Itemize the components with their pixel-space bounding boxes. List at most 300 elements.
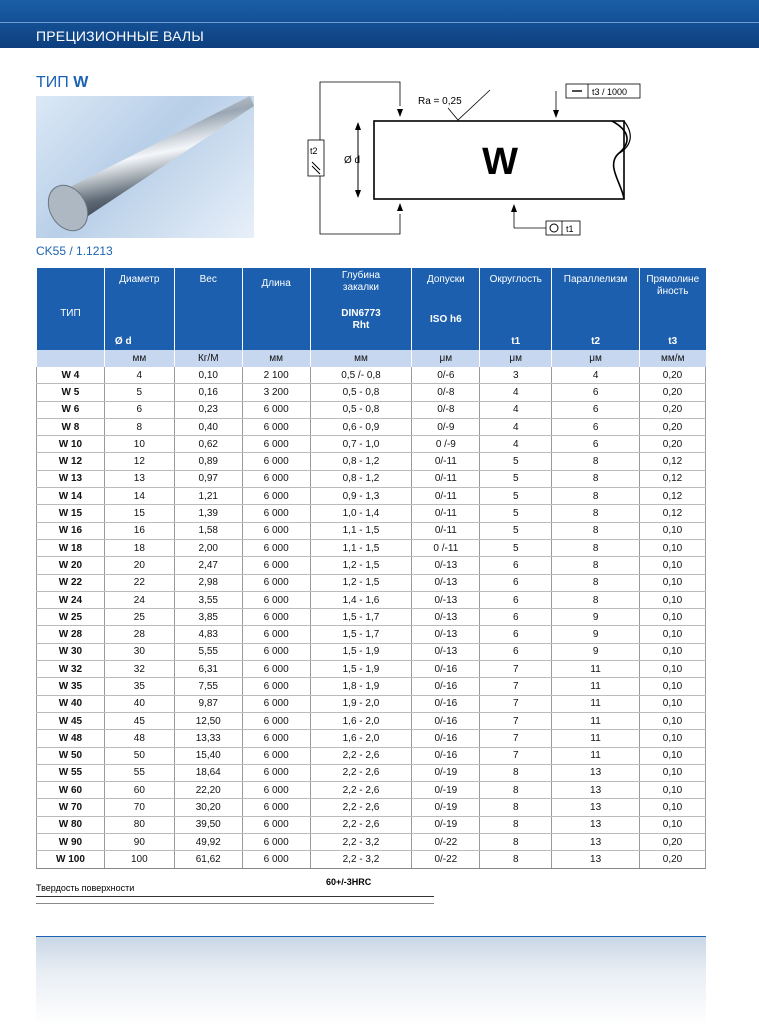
table-cell: 6 000	[242, 522, 310, 539]
table-cell: 5	[480, 470, 552, 487]
table-cell: 6 000	[242, 730, 310, 747]
table-cell: 6	[552, 384, 640, 401]
table-cell: 0,20	[640, 851, 706, 868]
row-type-cell: W 40	[37, 695, 105, 712]
table-row	[37, 505, 706, 522]
table-cell: 1,21	[174, 488, 242, 505]
table-cell: 8	[552, 505, 640, 522]
table-cell: 1,5 - 1,9	[310, 643, 412, 660]
table-cell: 0,40	[174, 418, 242, 435]
parallelism-label: t2	[310, 146, 318, 156]
table-cell: 6	[552, 436, 640, 453]
table-cell: 0,10	[640, 712, 706, 729]
row-type-cell: W 8	[37, 418, 105, 435]
table-cell: 9,87	[174, 695, 242, 712]
table-cell: 0/-19	[412, 782, 480, 799]
tolerance-diagram	[300, 74, 650, 244]
table-row	[37, 470, 706, 487]
table-cell: 6 000	[242, 747, 310, 764]
table-cell: 8	[480, 834, 552, 851]
table-cell: 0,10	[640, 539, 706, 556]
row-type-cell: W 28	[37, 626, 105, 643]
table-cell: 13	[552, 816, 640, 833]
table-cell: 4,83	[174, 626, 242, 643]
table-cell: 3 200	[242, 384, 310, 401]
table-cell: 0/-11	[412, 470, 480, 487]
table-cell: 0,10	[640, 643, 706, 660]
row-type-cell: W 12	[37, 453, 105, 470]
table-cell: 8	[104, 418, 174, 435]
table-cell: 0,10	[640, 816, 706, 833]
table-cell: 30	[104, 643, 174, 660]
col-length: Длина	[242, 268, 310, 350]
table-cell: 4	[480, 384, 552, 401]
table-cell: 0,6 - 0,9	[310, 418, 412, 435]
table-cell: 3,55	[174, 591, 242, 608]
hardness-row	[36, 877, 434, 897]
table-cell: 7	[480, 678, 552, 695]
table-cell: 8	[552, 539, 640, 556]
table-cell: 6 000	[242, 834, 310, 851]
table-cell: 11	[552, 730, 640, 747]
header-divider	[0, 22, 759, 23]
table-cell: 0,23	[174, 401, 242, 418]
table-cell: 5	[480, 505, 552, 522]
table-cell: 0/-16	[412, 661, 480, 678]
roundness-label: t1	[566, 224, 574, 234]
table-cell: 1,6 - 2,0	[310, 712, 412, 729]
table-cell: 50	[104, 747, 174, 764]
table-cell: 0,10	[640, 522, 706, 539]
table-cell: 0/-13	[412, 643, 480, 660]
table-cell: 0,20	[640, 401, 706, 418]
table-cell: 0/-22	[412, 834, 480, 851]
table-cell: 0,10	[640, 626, 706, 643]
table-row	[37, 712, 706, 729]
table-row	[37, 367, 706, 384]
table-cell: 6	[104, 401, 174, 418]
row-type-cell: W 35	[37, 678, 105, 695]
row-type-cell: W 6	[37, 401, 105, 418]
table-row	[37, 522, 706, 539]
table-cell: 13	[552, 799, 640, 816]
table-cell: 10	[104, 436, 174, 453]
table-cell: 22,20	[174, 782, 242, 799]
table-cell: 7	[480, 695, 552, 712]
table-cell: 6 000	[242, 816, 310, 833]
unit-cell: Кг/М	[174, 350, 242, 367]
table-cell: 0/-16	[412, 730, 480, 747]
table-cell: 5	[480, 488, 552, 505]
diameter-label: Ø d	[344, 155, 361, 166]
table-cell: 6	[480, 557, 552, 574]
table-cell: 6 000	[242, 712, 310, 729]
table-cell: 4	[552, 367, 640, 384]
table-cell: 8	[552, 453, 640, 470]
hardness-label: Твердость поверхности	[36, 883, 135, 893]
table-row	[37, 747, 706, 764]
table-cell: 12,50	[174, 712, 242, 729]
row-type-cell: W 60	[37, 782, 105, 799]
row-type-cell: W 16	[37, 522, 105, 539]
table-cell: 0/-13	[412, 626, 480, 643]
unit-cell: мм/м	[640, 350, 706, 367]
table-cell: 0/-8	[412, 384, 480, 401]
table-cell: 0,20	[640, 367, 706, 384]
table-cell: 0,10	[640, 678, 706, 695]
table-row	[37, 643, 706, 660]
table-cell: 0,10	[640, 764, 706, 781]
table-cell: 4	[480, 401, 552, 418]
table-cell: 0,20	[640, 384, 706, 401]
table-cell: 0,10	[640, 574, 706, 591]
table-cell: 11	[552, 661, 640, 678]
type-name: W	[73, 74, 89, 91]
unit-cell: μм	[480, 350, 552, 367]
table-cell: 15,40	[174, 747, 242, 764]
divider	[36, 903, 434, 904]
table-cell: 8	[552, 470, 640, 487]
table-cell: 0 /-11	[412, 539, 480, 556]
table-cell: 8	[552, 557, 640, 574]
row-type-cell: W 50	[37, 747, 105, 764]
table-row	[37, 678, 706, 695]
table-cell: 0,10	[640, 799, 706, 816]
table-row	[37, 488, 706, 505]
table-cell: 0,10	[640, 730, 706, 747]
table-cell: 3	[480, 367, 552, 384]
table-row	[37, 591, 706, 608]
table-cell: 0/-13	[412, 574, 480, 591]
col-straightness: Прямолине йность t3	[640, 268, 706, 350]
hardness-value: 60+/-3HRC	[326, 877, 372, 887]
table-cell: 6 000	[242, 609, 310, 626]
table-cell: 0/-11	[412, 522, 480, 539]
table-row	[37, 661, 706, 678]
table-cell: 0,9 - 1,3	[310, 488, 412, 505]
table-cell: 6 000	[242, 799, 310, 816]
table-cell: 16	[104, 522, 174, 539]
table-cell: 0/-13	[412, 557, 480, 574]
table-cell: 5	[480, 453, 552, 470]
table-cell: 6	[480, 626, 552, 643]
table-cell: 0,12	[640, 505, 706, 522]
table-cell: 6 000	[242, 488, 310, 505]
unit-cell: мм	[242, 350, 310, 367]
table-cell: 5	[480, 539, 552, 556]
table-cell: 6 000	[242, 436, 310, 453]
table-cell: 0,10	[640, 747, 706, 764]
table-cell: 6 000	[242, 764, 310, 781]
table-cell: 6	[480, 591, 552, 608]
table-cell: 6	[480, 643, 552, 660]
table-cell: 70	[104, 799, 174, 816]
table-cell: 6 000	[242, 505, 310, 522]
page-title: ПРЕЦИЗИОННЫЕ ВАЛЫ	[36, 28, 204, 44]
table-cell: 0/-19	[412, 816, 480, 833]
table-cell: 20	[104, 557, 174, 574]
table-cell: 1,4 - 1,6	[310, 591, 412, 608]
table-cell: 0,62	[174, 436, 242, 453]
type-prefix: ТИП	[36, 74, 69, 91]
table-cell: 22	[104, 574, 174, 591]
table-cell: 0,97	[174, 470, 242, 487]
table-cell: 32	[104, 661, 174, 678]
table-cell: 28	[104, 626, 174, 643]
table-cell: 0/-16	[412, 678, 480, 695]
table-cell: 1,1 - 1,5	[310, 522, 412, 539]
table-cell: 6	[552, 401, 640, 418]
table-cell: 0,20	[640, 834, 706, 851]
table-cell: 0,20	[640, 436, 706, 453]
table-cell: 1,0 - 1,4	[310, 505, 412, 522]
table-cell: 1,9 - 2,0	[310, 695, 412, 712]
row-type-cell: W 32	[37, 661, 105, 678]
table-row	[37, 782, 706, 799]
table-cell: 0,10	[640, 695, 706, 712]
table-cell: 2,2 - 2,6	[310, 764, 412, 781]
table-cell: 7	[480, 730, 552, 747]
table-cell: 8	[480, 816, 552, 833]
table-cell: 0,5 /- 0,8	[310, 367, 412, 384]
type-heading	[36, 74, 88, 92]
table-cell: 2,2 - 3,2	[310, 851, 412, 868]
table-cell: 45	[104, 712, 174, 729]
table-cell: 6,31	[174, 661, 242, 678]
table-cell: 1,5 - 1,7	[310, 626, 412, 643]
table-cell: 0,10	[640, 609, 706, 626]
table-cell: 6 000	[242, 678, 310, 695]
table-cell: 6 000	[242, 470, 310, 487]
col-tolerance: Допуски ISO h6	[412, 268, 480, 350]
col-diameter: Диаметр Ø d	[104, 268, 174, 350]
col-type: ТИП	[37, 268, 105, 350]
table-cell: 49,92	[174, 834, 242, 851]
table-cell: 24	[104, 591, 174, 608]
table-cell: 6 000	[242, 591, 310, 608]
table-cell: 1,39	[174, 505, 242, 522]
table-row	[37, 401, 706, 418]
table-cell: 6 000	[242, 661, 310, 678]
table-cell: 0,10	[640, 782, 706, 799]
table-row	[37, 384, 706, 401]
row-type-cell: W 14	[37, 488, 105, 505]
table-row	[37, 436, 706, 453]
table-row	[37, 609, 706, 626]
row-type-cell: W 13	[37, 470, 105, 487]
table-cell: 13	[552, 764, 640, 781]
table-cell: 2,47	[174, 557, 242, 574]
table-cell: 3,85	[174, 609, 242, 626]
table-cell: 0,10	[640, 661, 706, 678]
table-cell: 6 000	[242, 401, 310, 418]
table-cell: 6 000	[242, 782, 310, 799]
table-cell: 40	[104, 695, 174, 712]
row-type-cell: W 100	[37, 851, 105, 868]
table-cell: 15	[104, 505, 174, 522]
table-cell: 6 000	[242, 851, 310, 868]
row-type-cell: W 30	[37, 643, 105, 660]
table-cell: 8	[480, 764, 552, 781]
footer-band	[36, 936, 706, 1025]
table-cell: 2,2 - 2,6	[310, 747, 412, 764]
table-cell: 0,10	[640, 557, 706, 574]
table-cell: 0,20	[640, 418, 706, 435]
table-cell: 0,10	[640, 591, 706, 608]
table-cell: 0,10	[174, 367, 242, 384]
table-cell: 60	[104, 782, 174, 799]
table-cell: 1,5 - 1,9	[310, 661, 412, 678]
table-cell: 0,8 - 1,2	[310, 470, 412, 487]
table-cell: 11	[552, 747, 640, 764]
table-cell: 6 000	[242, 418, 310, 435]
table-cell: 0/-6	[412, 367, 480, 384]
table-cell: 13	[104, 470, 174, 487]
table-cell: 13	[552, 834, 640, 851]
table-cell: 12	[104, 453, 174, 470]
table-cell: 6 000	[242, 574, 310, 591]
table-cell: 0/-13	[412, 591, 480, 608]
spec-table	[36, 268, 706, 869]
table-cell: 18,64	[174, 764, 242, 781]
table-cell: 0/-11	[412, 453, 480, 470]
table-cell: 0/-16	[412, 747, 480, 764]
table-cell: 1,6 - 2,0	[310, 730, 412, 747]
table-cell: 13	[552, 851, 640, 868]
table-cell: 0/-8	[412, 401, 480, 418]
table-cell: 2 100	[242, 367, 310, 384]
unit-cell: μм	[412, 350, 480, 367]
table-row	[37, 557, 706, 574]
table-cell: 2,2 - 2,6	[310, 782, 412, 799]
table-cell: 0,12	[640, 488, 706, 505]
table-cell: 0/-16	[412, 695, 480, 712]
row-type-cell: W 15	[37, 505, 105, 522]
table-cell: 9	[552, 626, 640, 643]
row-type-cell: W 10	[37, 436, 105, 453]
spec-table-body	[37, 367, 706, 868]
table-cell: 8	[552, 488, 640, 505]
table-cell: 1,2 - 1,5	[310, 574, 412, 591]
table-cell: 7,55	[174, 678, 242, 695]
table-cell: 0/-16	[412, 712, 480, 729]
table-cell: 39,50	[174, 816, 242, 833]
row-type-cell: W 4	[37, 367, 105, 384]
row-type-cell: W 22	[37, 574, 105, 591]
table-cell: 7	[480, 747, 552, 764]
table-row	[37, 626, 706, 643]
table-cell: 4	[480, 436, 552, 453]
table-row	[37, 834, 706, 851]
table-cell: 1,1 - 1,5	[310, 539, 412, 556]
table-cell: 0/-22	[412, 851, 480, 868]
table-cell: 18	[104, 539, 174, 556]
table-cell: 11	[552, 678, 640, 695]
table-cell: 6 000	[242, 643, 310, 660]
table-cell: 4	[480, 418, 552, 435]
table-cell: 0/-11	[412, 505, 480, 522]
unit-cell: мм	[104, 350, 174, 367]
table-cell: 13	[552, 782, 640, 799]
table-row	[37, 453, 706, 470]
table-cell: 2,98	[174, 574, 242, 591]
table-row	[37, 764, 706, 781]
table-cell: 9	[552, 609, 640, 626]
table-cell: 0/-13	[412, 609, 480, 626]
table-cell: 0,5 - 0,8	[310, 384, 412, 401]
table-cell: 0 /-9	[412, 436, 480, 453]
table-cell: 0/-19	[412, 764, 480, 781]
table-cell: 1,5 - 1,7	[310, 609, 412, 626]
table-cell: 0/-19	[412, 799, 480, 816]
table-cell: 11	[552, 695, 640, 712]
table-row	[37, 539, 706, 556]
roughness-label: Ra = 0,25	[418, 96, 462, 107]
units-row	[37, 350, 706, 367]
table-cell: 0,8 - 1,2	[310, 453, 412, 470]
col-roundness: Округлость t1	[480, 268, 552, 350]
table-row	[37, 816, 706, 833]
table-cell: 30,20	[174, 799, 242, 816]
table-cell: 6 000	[242, 453, 310, 470]
material-label: CK55 / 1.1213	[36, 244, 113, 258]
table-cell: 6	[480, 609, 552, 626]
shaft-photo	[36, 96, 254, 238]
table-row	[37, 799, 706, 816]
table-cell: 0,89	[174, 453, 242, 470]
table-cell: 5	[480, 522, 552, 539]
table-cell: 11	[552, 712, 640, 729]
table-cell: 0/-11	[412, 488, 480, 505]
unit-cell: мм	[310, 350, 412, 367]
row-type-cell: W 24	[37, 591, 105, 608]
table-cell: 2,2 - 2,6	[310, 799, 412, 816]
diagram-letter: W	[482, 141, 518, 183]
row-type-cell: W 90	[37, 834, 105, 851]
table-row	[37, 851, 706, 868]
col-depth: Глубина закалки DIN6773 Rht	[310, 268, 412, 350]
table-cell: 6 000	[242, 557, 310, 574]
table-cell: 90	[104, 834, 174, 851]
table-header-row	[37, 268, 706, 350]
table-cell: 2,2 - 2,6	[310, 816, 412, 833]
table-cell: 7	[480, 661, 552, 678]
table-row	[37, 730, 706, 747]
table-cell: 2,00	[174, 539, 242, 556]
table-cell: 1,8 - 1,9	[310, 678, 412, 695]
row-type-cell: W 70	[37, 799, 105, 816]
table-cell: 0,16	[174, 384, 242, 401]
table-cell: 2,2 - 3,2	[310, 834, 412, 851]
table-cell: 100	[104, 851, 174, 868]
table-cell: 6	[480, 574, 552, 591]
table-cell: 6 000	[242, 626, 310, 643]
table-cell: 4	[104, 367, 174, 384]
row-type-cell: W 20	[37, 557, 105, 574]
table-cell: 9	[552, 643, 640, 660]
table-cell: 8	[480, 782, 552, 799]
table-cell: 0,7 - 1,0	[310, 436, 412, 453]
table-cell: 35	[104, 678, 174, 695]
table-cell: 5,55	[174, 643, 242, 660]
row-type-cell: W 18	[37, 539, 105, 556]
table-cell: 1,58	[174, 522, 242, 539]
table-cell: 0/-9	[412, 418, 480, 435]
row-type-cell: W 55	[37, 764, 105, 781]
unit-cell: μм	[552, 350, 640, 367]
table-cell: 7	[480, 712, 552, 729]
row-type-cell: W 80	[37, 816, 105, 833]
